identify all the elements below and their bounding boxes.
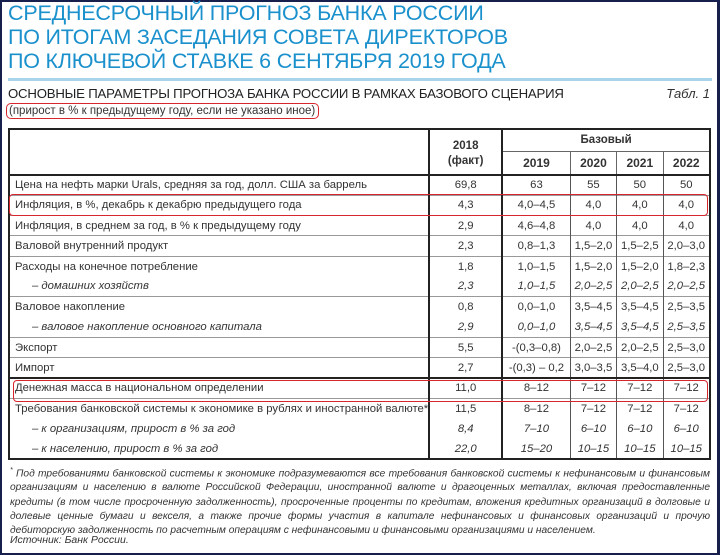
value-cell-2020: 55 xyxy=(570,175,616,195)
value-cell-2019: 4,0–4,5 xyxy=(502,195,570,215)
value-cell-2021: 2,0–2,5 xyxy=(617,337,663,357)
value-cell-2022: 2,0–3,0 xyxy=(663,236,710,256)
value-cell-2020: 4,0 xyxy=(570,216,616,236)
fact-year-label: 2018 xyxy=(452,140,479,152)
row-label: – домашних хозяйств xyxy=(9,276,429,296)
table-row xyxy=(9,439,710,459)
table-row xyxy=(9,398,710,418)
value-cell-2018: 69,8 xyxy=(429,175,502,195)
value-cell-2021: 2,0–2,5 xyxy=(617,276,663,296)
value-cell-2018: 8,4 xyxy=(429,419,502,439)
value-cell-2021: 4,0 xyxy=(617,216,663,236)
table-row xyxy=(9,358,710,378)
table-caption: ОСНОВНЫЕ ПАРАМЕТРЫ ПРОГНОЗА БАНКА РОССИИ В РАМКАХ БАЗОВОГО СЦЕНАРИЯ xyxy=(8,86,564,101)
value-cell-2019: 8–12 xyxy=(502,378,570,398)
row-label: Инфляция, в %, декабрь к декабрю предыдущего года xyxy=(9,195,429,215)
value-cell-2020: 7–12 xyxy=(570,378,616,398)
value-cell-2021: 3,5–4,5 xyxy=(617,297,663,317)
value-cell-2020: 1,5–2,0 xyxy=(570,256,616,276)
fact-label: (факт) xyxy=(447,155,484,167)
row-label: Расходы на конечное потребление xyxy=(9,256,429,276)
row-label: – к организациям, прирост в % за год xyxy=(9,419,429,439)
value-cell-2019: 1,0–1,5 xyxy=(502,276,570,296)
value-cell-2022: 2,0–2,5 xyxy=(663,276,710,296)
header-blank-cell xyxy=(9,129,429,175)
table-row xyxy=(9,337,710,357)
value-cell-2022: 2,5–3,0 xyxy=(663,337,710,357)
value-cell-2020: 4,0 xyxy=(570,195,616,215)
row-label: – валовое накопление основного капитала xyxy=(9,317,429,337)
table-row xyxy=(9,175,710,195)
value-cell-2019: 0,8–1,3 xyxy=(502,236,570,256)
value-cell-2022: 10–15 xyxy=(663,439,710,459)
row-label: Денежная масса в национальном определении xyxy=(9,378,429,398)
table-row xyxy=(9,195,710,215)
value-cell-2018: 11,5 xyxy=(429,398,502,418)
value-cell-2020: 7–12 xyxy=(570,398,616,418)
value-cell-2019: 15–20 xyxy=(502,439,570,459)
value-cell-2019: -(0,3) – 0,2 xyxy=(502,358,570,378)
value-cell-2018: 0,8 xyxy=(429,297,502,317)
value-cell-2022: 7–12 xyxy=(663,398,710,418)
value-cell-2021: 1,5–2,0 xyxy=(617,256,663,276)
value-cell-2018: 2,3 xyxy=(429,276,502,296)
header-year-2019: 2019 xyxy=(502,151,570,175)
value-cell-2020: 3,5–4,5 xyxy=(570,297,616,317)
header-year-2021: 2021 xyxy=(617,151,663,175)
value-cell-2019: 0,0–1,0 xyxy=(502,297,570,317)
page-title xyxy=(8,1,508,73)
table-row xyxy=(9,317,710,337)
value-cell-2020: 1,5–2,0 xyxy=(570,236,616,256)
value-cell-2022: 2,5–3,0 xyxy=(663,358,710,378)
footnote-text: Под требованиями банковской системы к экономике подразумеваются все требования банковской системы к нефинансовым и финансовым организациям и населению в валюте Российской Федерации, иностранной валюте и драгоценных металлах, включая предоставленные кредиты (в том числе просроченную задолженность), просроченные проценты по кредитам, вложения кредитных организаций в долговые и долевые ценные бумаги и векселя, а также прочие формы участия в капитале нефинансовых и финансовых организаций и прочую дебиторскую задолженность по расчетным операциям с нефинансовыми и финансовыми организациями и населением. xyxy=(10,468,710,536)
table-row xyxy=(9,216,710,236)
units-note: (прирост в % к предыдущему году, если не указано иное) xyxy=(6,103,319,119)
value-cell-2020: 3,5–4,5 xyxy=(570,317,616,337)
footnote xyxy=(10,464,710,538)
value-cell-2020: 6–10 xyxy=(570,419,616,439)
value-cell-2019: 7–10 xyxy=(502,419,570,439)
title-line-1: СРЕДНЕСРОЧНЫЙ ПРОГНОЗ БАНКА РОССИИ xyxy=(8,1,484,25)
value-cell-2018: 2,9 xyxy=(429,216,502,236)
title-divider xyxy=(8,78,712,81)
row-label: Валовое накопление xyxy=(9,297,429,317)
row-label: Требования банковской системы к экономике в рублях и иностранной валюте* xyxy=(9,398,429,418)
value-cell-2018: 5,5 xyxy=(429,337,502,357)
value-cell-2021: 4,0 xyxy=(617,195,663,215)
value-cell-2021: 6–10 xyxy=(617,419,663,439)
value-cell-2021: 1,5–2,5 xyxy=(617,236,663,256)
table-row xyxy=(9,297,710,317)
value-cell-2018: 1,8 xyxy=(429,256,502,276)
table-row xyxy=(9,419,710,439)
header-fact-year xyxy=(429,129,502,175)
table-number: Табл. 1 xyxy=(666,86,710,101)
value-cell-2019: 0,0–1,0 xyxy=(502,317,570,337)
value-cell-2021: 7–12 xyxy=(617,398,663,418)
table-row xyxy=(9,236,710,256)
value-cell-2022: 4,0 xyxy=(663,216,710,236)
forecast-table xyxy=(8,128,711,460)
value-cell-2021: 3,5–4,0 xyxy=(617,358,663,378)
row-label: Импорт xyxy=(9,358,429,378)
table-row xyxy=(9,276,710,296)
value-cell-2018: 2,7 xyxy=(429,358,502,378)
value-cell-2022: 4,0 xyxy=(663,195,710,215)
title-line-3: ПО КЛЮЧЕВОЙ СТАВКЕ 6 СЕНТЯБРЯ 2019 ГОДА xyxy=(8,49,506,73)
value-cell-2022: 2,5–3,5 xyxy=(663,297,710,317)
value-cell-2019: 4,6–4,8 xyxy=(502,216,570,236)
value-cell-2018: 22,0 xyxy=(429,439,502,459)
value-cell-2020: 3,0–3,5 xyxy=(570,358,616,378)
value-cell-2018: 11,0 xyxy=(429,378,502,398)
row-label: Валовой внутренний продукт xyxy=(9,236,429,256)
value-cell-2018: 2,9 xyxy=(429,317,502,337)
value-cell-2022: 2,5–3,5 xyxy=(663,317,710,337)
value-cell-2020: 2,0–2,5 xyxy=(570,276,616,296)
header-year-2022: 2022 xyxy=(663,151,710,175)
value-cell-2022: 1,8–2,3 xyxy=(663,256,710,276)
value-cell-2022: 7–12 xyxy=(663,378,710,398)
table-row xyxy=(9,256,710,276)
value-cell-2020: 2,0–2,5 xyxy=(570,337,616,357)
value-cell-2019: 1,0–1,5 xyxy=(502,256,570,276)
source-note: Источник: Банк России. xyxy=(10,534,129,546)
header-scenario: Базовый xyxy=(502,129,710,151)
value-cell-2021: 7–12 xyxy=(617,378,663,398)
table-row xyxy=(9,378,710,398)
row-label: Цена на нефть марки Urals, средняя за год, долл. США за баррель xyxy=(9,175,429,195)
value-cell-2018: 4,3 xyxy=(429,195,502,215)
value-cell-2019: 8–12 xyxy=(502,398,570,418)
value-cell-2018: 2,3 xyxy=(429,236,502,256)
value-cell-2021: 50 xyxy=(617,175,663,195)
value-cell-2021: 10–15 xyxy=(617,439,663,459)
title-line-2: ПО ИТОГАМ ЗАСЕДАНИЯ СОВЕТА ДИРЕКТОРОВ xyxy=(8,25,508,49)
value-cell-2019: 63 xyxy=(502,175,570,195)
value-cell-2022: 50 xyxy=(663,175,710,195)
value-cell-2019: -(0,3–0,8) xyxy=(502,337,570,357)
row-label: Экспорт xyxy=(9,337,429,357)
footnote-marker: * xyxy=(10,467,13,474)
header-year-2020: 2020 xyxy=(570,151,616,175)
row-label: Инфляция, в среднем за год, в % к предыдущему году xyxy=(9,216,429,236)
value-cell-2020: 10–15 xyxy=(570,439,616,459)
row-label: – к населению, прирост в % за год xyxy=(9,439,429,459)
value-cell-2021: 3,5–4,5 xyxy=(617,317,663,337)
value-cell-2022: 6–10 xyxy=(663,419,710,439)
